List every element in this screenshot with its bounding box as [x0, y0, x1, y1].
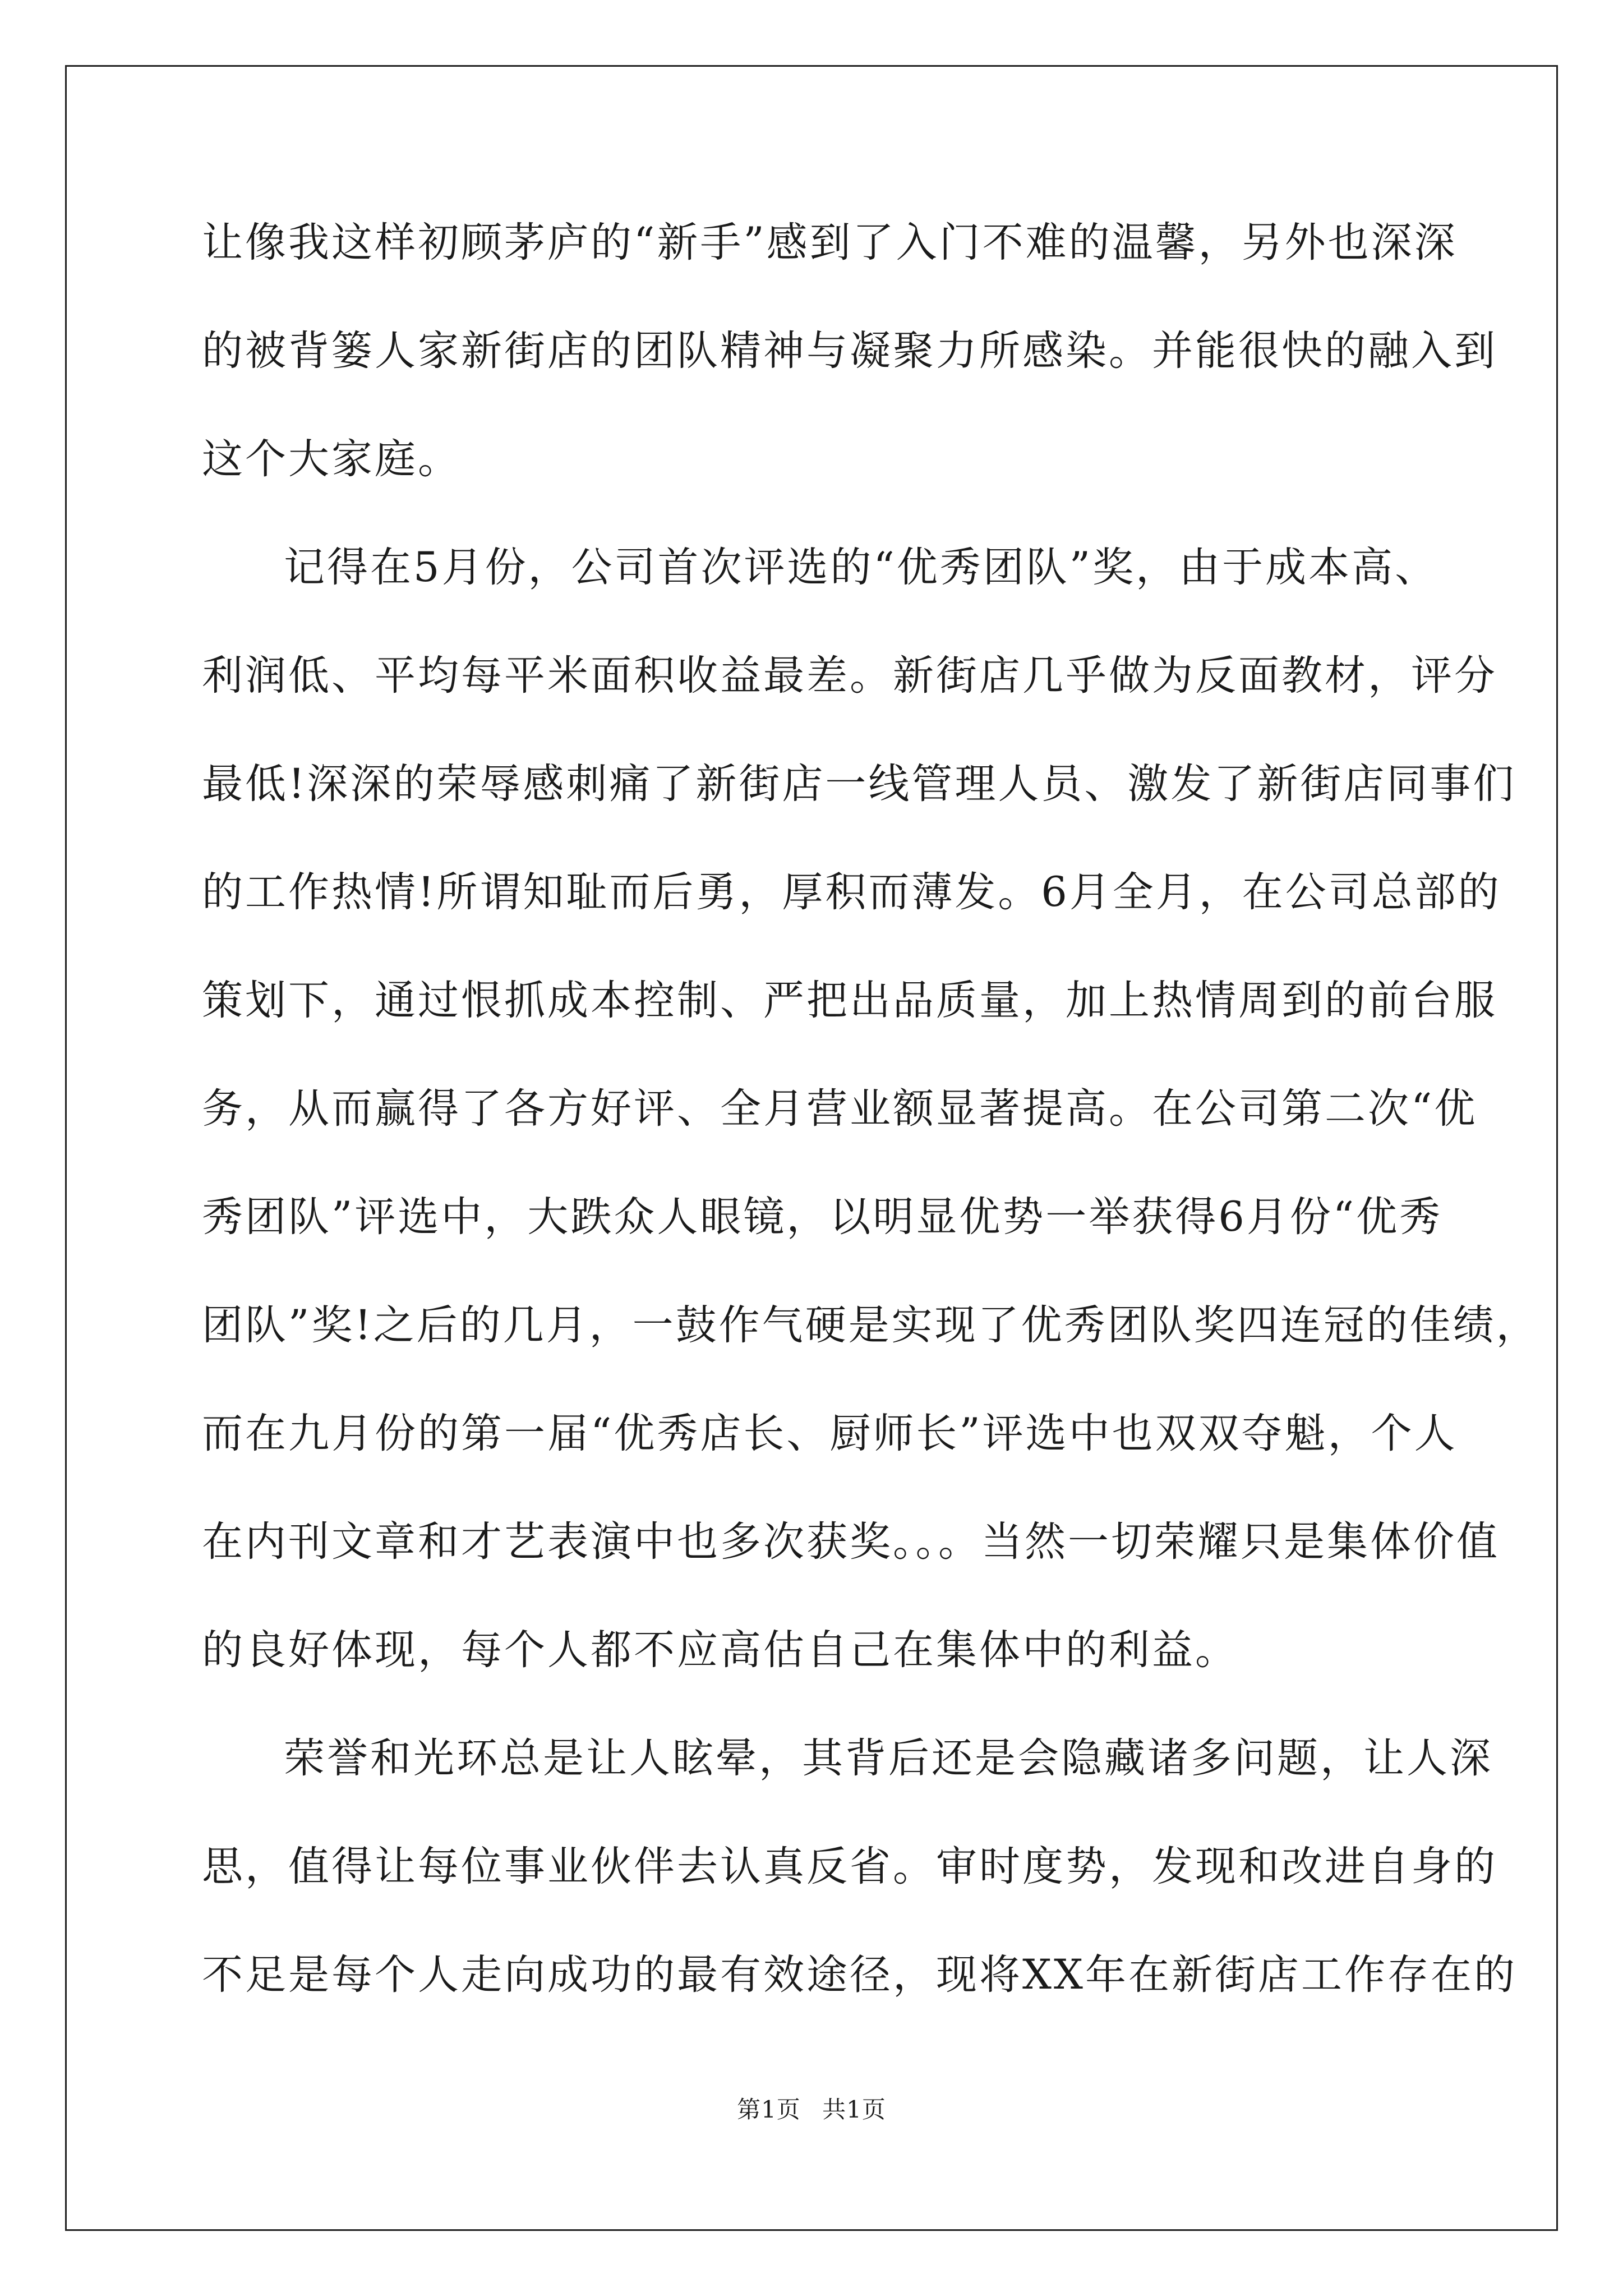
page-footer: [0, 2096, 1623, 2124]
text-line: 记得在5月份，公司首次评选的“优秀团队”奖，由于成本高、: [284, 544, 1438, 591]
text-line: 最低!深深的荣辱感刺痛了新街店一线管理人员、激发了新街店同事们: [202, 760, 1516, 808]
document-body: [202, 219, 1539, 2060]
text-line: 在内刊文章和才艺表演中也多次获奖。。。当然一切荣耀只是集体价值: [202, 1518, 1500, 1566]
text-line: 让像我这样初顾茅庐的“新手”感到了入门不难的温馨，另外也深深: [202, 219, 1458, 266]
text-line: 这个大家庭。: [202, 435, 461, 483]
page-number-total: 共1页: [822, 2096, 886, 2123]
text-line: 的良好体现，每个人都不应高估自己在集体中的利益。: [202, 1626, 1238, 1674]
text-line: 不足是每个人走向成功的最有效途径，现将XX年在新街店工作存在的: [202, 1951, 1517, 1999]
text-line: 思，值得让每位事业伙伴去认真反省。审时度势，发现和改进自身的: [202, 1843, 1497, 1890]
text-line: 秀团队”评选中，大跌众人眼镜，以明显优势一举获得6月份“优秀: [202, 1193, 1443, 1241]
text-line: 策划下，通过恨抓成本控制、严把出品质量，加上热情周到的前台服: [202, 977, 1497, 1024]
page-number-current: 第1页: [737, 2096, 801, 2123]
text-line: 的被背篓人家新街店的团队精神与凝聚力所感染。并能很快的融入到: [202, 327, 1497, 375]
text-line: 的工作热情!所谓知耻而后勇，厚积而薄发。6月全月，在公司总部的: [202, 868, 1501, 916]
text-line: 而在九月份的第一届“优秀店长、厨师长”评选中也双双夺魁，个人: [202, 1410, 1458, 1457]
text-line: 务，从而赢得了各方好评、全月营业额显著提高。在公司第二次“优: [202, 1085, 1478, 1133]
text-line: 荣誉和光环总是让人眩晕，其背后还是会隐藏诸多问题，让人深: [284, 1734, 1493, 1782]
text-line: 团队”奖!之后的几月，一鼓作气硬是实现了优秀团队奖四连冠的佳绩，: [202, 1301, 1539, 1349]
text-line: 利润低、平均每平米面积收益最差。新街店几乎做为反面教材，评分: [202, 652, 1497, 700]
